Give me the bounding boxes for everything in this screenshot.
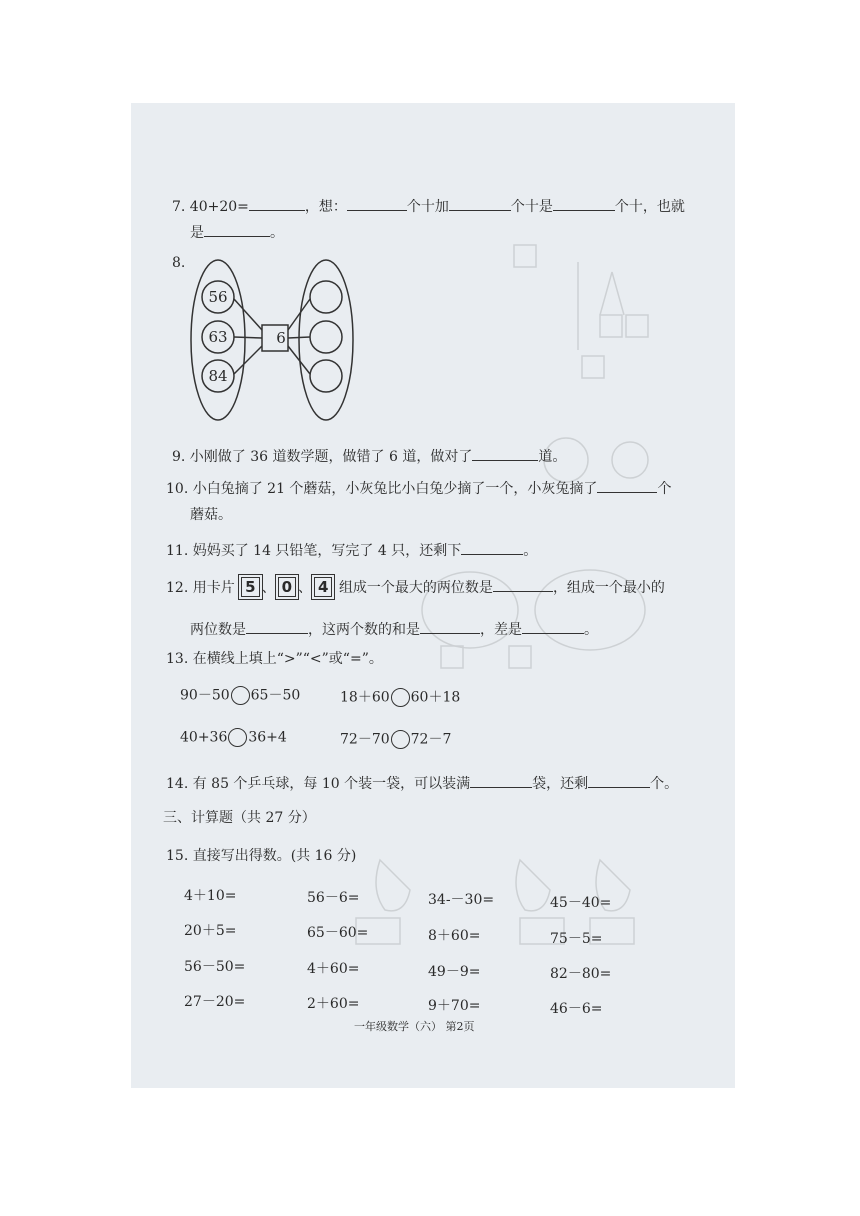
q13-item-1: [180, 686, 300, 705]
q12-blank-min[interactable]: [246, 619, 308, 634]
q10-end: 个: [657, 481, 672, 497]
question-7-line2: [190, 222, 284, 242]
center-number: 6: [276, 329, 286, 347]
question-9: [172, 446, 566, 466]
q9-text: 9. 小刚做了 36 道数学题，做错了 6 道，做对了: [172, 449, 473, 465]
question-12-line1: [166, 577, 665, 597]
q7-text-a: 个十加: [406, 199, 449, 215]
q12-text: 12. 用卡片: [166, 580, 235, 596]
calc-item: 46－6=: [550, 1001, 603, 1017]
q13-right: 72－7: [410, 731, 452, 748]
q11-blank[interactable]: [461, 540, 523, 555]
question-10-line1: [166, 478, 671, 498]
q7-end: 。: [270, 225, 284, 241]
q13-left: 40+36: [180, 729, 228, 746]
q14-text-mid: 袋，还剩: [532, 776, 589, 792]
q13-left: 72－70: [340, 731, 390, 748]
compare-circle[interactable]: [228, 728, 247, 747]
q14-end: 个。: [650, 776, 679, 792]
question-15-title: 15. 直接写出得数。(共 16 分): [166, 848, 357, 864]
q13-item-4: [340, 730, 451, 749]
q12-line2-d: 。: [584, 622, 598, 638]
q12-blank-sum[interactable]: [420, 619, 480, 634]
question-7-line1: [172, 196, 685, 216]
section-3-heading: 三、计算题（共 27 分）: [163, 810, 316, 826]
q12-text-post: ，组成一个最小的: [552, 580, 665, 596]
left-number-2: 63: [208, 328, 228, 346]
q7-text-b: 个十是: [510, 199, 553, 215]
q12-text-mid: 组成一个最大的两位数是: [338, 580, 493, 596]
q12-blank-diff[interactable]: [522, 619, 584, 634]
question-10-line2: 蘑菇。: [190, 507, 232, 523]
right-circle-2[interactable]: [310, 321, 342, 353]
calc-item: 56－6=: [307, 890, 360, 906]
q12-line2-c: ，差是: [480, 622, 522, 638]
q11-end: 。: [523, 543, 538, 559]
right-oval: [299, 260, 353, 420]
calc-item: 75－5=: [550, 931, 603, 947]
compare-circle[interactable]: [391, 688, 410, 707]
q14-blank-bags[interactable]: [470, 773, 532, 788]
calc-item: 4＋60=: [307, 961, 360, 977]
q13-item-3: [180, 728, 287, 747]
q13-right: 36+4: [248, 729, 287, 746]
q7-blank-answer[interactable]: [249, 196, 305, 211]
q13-item-2: [340, 688, 460, 707]
compare-circle[interactable]: [391, 730, 410, 749]
q7-text-c: 个十，也就: [614, 199, 685, 215]
calc-item: 27－20=: [184, 994, 246, 1010]
q10-blank[interactable]: [597, 478, 657, 493]
q10-text: 10. 小白兔摘了 21 个蘑菇，小灰兔比小白兔少摘了一个，小灰兔摘了: [166, 481, 598, 497]
right-circle-3[interactable]: [310, 360, 342, 392]
question-11: [166, 540, 537, 560]
q7-think: ，想：: [304, 199, 347, 215]
page-footer: 一年级数学（六） 第2页: [354, 1020, 475, 1033]
question-14: [166, 773, 678, 793]
q7-blank-final[interactable]: [204, 222, 270, 237]
q7-blank-tens-b[interactable]: [449, 196, 511, 211]
q8-diagram: [188, 255, 368, 425]
q7-blank-tens-c[interactable]: [553, 196, 615, 211]
q13-left: 90－50: [180, 687, 230, 704]
calc-item: 20＋5=: [184, 923, 237, 939]
q12-separator: 、: [261, 580, 276, 596]
question-13-title: 13. 在横线上填上“>”“<”或“=”。: [166, 651, 383, 667]
q13-right: 65－50: [250, 687, 301, 704]
calc-item: 9＋70=: [428, 998, 481, 1014]
number-card-2: 0: [278, 577, 296, 597]
calc-item: 82－80=: [550, 966, 612, 982]
q12-blank-max[interactable]: [493, 577, 553, 592]
number-card-3: 4: [314, 577, 332, 597]
calc-item: 2＋60=: [307, 996, 360, 1012]
calc-item: 49－9=: [428, 964, 481, 980]
calc-item: 56－50=: [184, 959, 246, 975]
right-circle-1[interactable]: [310, 281, 342, 313]
left-number-1: 56: [208, 288, 228, 306]
q7-text-d: 是: [190, 225, 204, 241]
q7-blank-tens-a[interactable]: [347, 196, 407, 211]
compare-circle[interactable]: [231, 686, 250, 705]
calc-item: 45－40=: [550, 895, 612, 911]
left-number-3: 84: [208, 367, 228, 385]
calc-item: 8＋60=: [428, 928, 481, 944]
q9-blank[interactable]: [472, 446, 538, 461]
q12-line2-a: 两位数是: [190, 622, 246, 638]
q7-expr: 7. 40+20=: [172, 199, 249, 215]
q12-separator: 、: [298, 580, 313, 596]
calc-item: 65－60=: [307, 925, 369, 941]
question-8-number: 8.: [172, 255, 186, 271]
calc-item: 34-－30=: [428, 892, 495, 908]
q12-line2-b: ，这两个数的和是: [308, 622, 420, 638]
calc-item: 4＋10=: [184, 888, 237, 904]
question-12-line2: [190, 619, 598, 639]
number-card-1: 5: [241, 577, 259, 597]
q13-left: 18＋60: [340, 689, 390, 706]
q9-end: 道。: [538, 449, 567, 465]
q14-blank-left[interactable]: [588, 773, 650, 788]
q14-text: 14. 有 85 个乒乓球，每 10 个装一袋，可以装满: [166, 776, 471, 792]
q13-right: 60＋18: [410, 689, 461, 706]
q11-text: 11. 妈妈买了 14 只铅笔，写完了 4 只，还剩下: [166, 543, 462, 559]
